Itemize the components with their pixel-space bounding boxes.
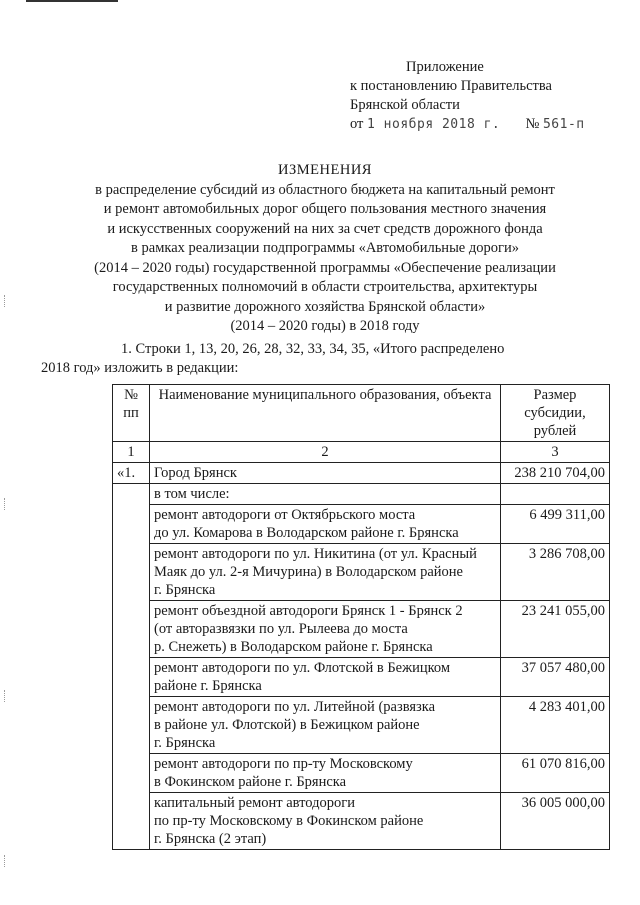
scan-mark xyxy=(4,498,8,510)
appendix-block xyxy=(350,58,585,134)
appendix-title: Приложение xyxy=(406,59,484,75)
table-row-city xyxy=(113,463,610,484)
row-amount: 61 070 816,00 xyxy=(501,754,610,793)
number-prefix: № xyxy=(525,116,540,132)
index-cell: 2 xyxy=(150,442,501,463)
table-row xyxy=(113,505,610,544)
row-name: Город Брянск xyxy=(150,463,501,484)
table-row xyxy=(113,658,610,697)
row-name: ремонт автодороги по ул. Литейной (развязка в районе ул. Флотской) в Бежицком районе г. Брянска xyxy=(150,697,501,754)
row-name: ремонт автодороги по ул. Флотской в Бежицком районе г. Брянска xyxy=(150,658,501,697)
row-amount: 238 210 704,00 xyxy=(501,463,610,484)
table-row xyxy=(113,793,610,850)
row-name: ремонт объездной автодороги Брянск 1 - Брянск 2 (от авторазвязки по ул. Рылеева до моста р. Снежеть) в Володарском районе г. Брянска xyxy=(150,601,501,658)
scan-mark xyxy=(4,295,8,307)
title-heading: ИЗМЕНЕНИЯ xyxy=(278,162,372,178)
date-value: 1 ноября 2018 г. xyxy=(367,117,501,132)
appendix-date-line xyxy=(350,115,585,134)
row-amount: 4 283 401,00 xyxy=(501,697,610,754)
appendix-line-region: Брянской области xyxy=(350,97,460,113)
title-line: (2014 – 2020 годы) в 2018 году xyxy=(230,318,420,334)
scan-mark xyxy=(4,855,8,867)
top-edge-line xyxy=(26,0,118,2)
title-line: (2014 – 2020 годы) государственной программы «Обеспечение реализации xyxy=(94,259,556,276)
header-name: Наименование муниципального образования, объекта xyxy=(150,385,501,442)
row-name: ремонт автодороги по пр-ту Московскому в Фокинском районе г. Брянска xyxy=(150,754,501,793)
date-prefix: от xyxy=(350,116,364,132)
table-row xyxy=(113,544,610,601)
row-num: «1. xyxy=(113,463,150,484)
amendment-paragraph xyxy=(41,340,609,378)
title-line: и ремонт автомобильных дорог общего пользования местного значения xyxy=(103,201,547,217)
row-amount-empty xyxy=(501,484,610,505)
title-line: и развитие дорожного хозяйства Брянской области» xyxy=(164,298,486,315)
title-line: в распределение субсидий из областного бюджета на капитальный ремонт xyxy=(95,181,555,198)
table-row xyxy=(113,697,610,754)
header-amount: Размер субсидии, рублей xyxy=(501,385,610,442)
row-amount: 6 499 311,00 xyxy=(501,505,610,544)
subsidy-table xyxy=(112,384,610,850)
table-row xyxy=(113,601,610,658)
row-name: в том числе: xyxy=(150,484,501,505)
table-row-including xyxy=(113,484,610,505)
row-amount: 3 286 708,00 xyxy=(501,544,610,601)
index-cell: 3 xyxy=(501,442,610,463)
row-amount: 23 241 055,00 xyxy=(501,601,610,658)
row-amount: 37 057 480,00 xyxy=(501,658,610,697)
row-name: капитальный ремонт автодороги по пр-ту Московскому в Фокинском районе г. Брянска (2 этап) xyxy=(150,793,501,850)
paragraph-line: 1. Строки 1, 13, 20, 26, 28, 32, 33, 34, 35, «Итого распределено xyxy=(121,341,505,357)
document-title xyxy=(40,161,610,337)
header-num: № пп xyxy=(113,385,150,442)
table-header-row xyxy=(113,385,610,442)
index-cell: 1 xyxy=(113,442,150,463)
title-line: в рамках реализации подпрограммы «Автомобильные дороги» xyxy=(131,240,519,256)
row-name: ремонт автодороги от Октябрьского моста до ул. Комарова в Володарском районе г. Брянска xyxy=(150,505,501,544)
title-line: и искусственных сооружений на них за счет средств дорожного фонда xyxy=(107,220,543,237)
table-index-row xyxy=(113,442,610,463)
scan-mark xyxy=(4,690,8,702)
title-line: государственных полномочий в области строительства, архитектуры xyxy=(112,279,538,295)
row-amount: 36 005 000,00 xyxy=(501,793,610,850)
appendix-line-decree: к постановлению Правительства xyxy=(350,78,552,94)
number-value: 561-п xyxy=(542,117,585,132)
row-name: ремонт автодороги по ул. Никитина (от ул. Красный Маяк до ул. 2-я Мичурина) в Володарском районе г. Брянска xyxy=(150,544,501,601)
row-num-empty xyxy=(113,484,150,850)
paragraph-line: 2018 год» изложить в редакции: xyxy=(41,360,239,376)
table-row xyxy=(113,754,610,793)
